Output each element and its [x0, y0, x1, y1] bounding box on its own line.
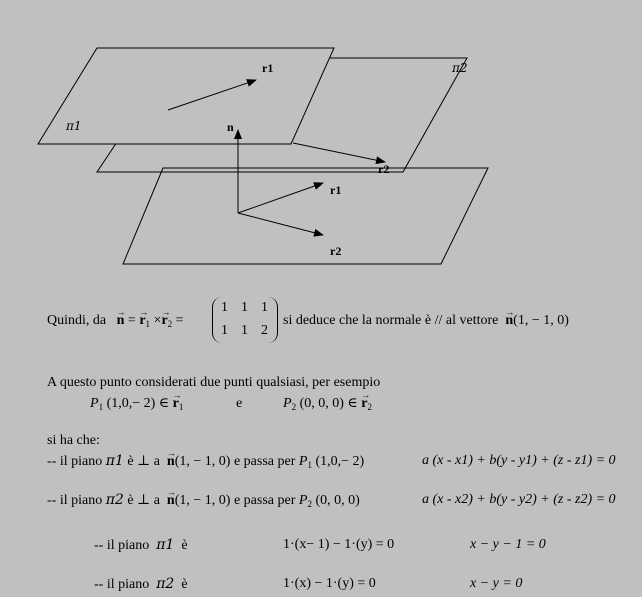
result2-rhs: x − y = 0 — [470, 576, 523, 591]
result1-lhs: 1·(x− 1) − 1·(y) = 0 — [283, 537, 395, 552]
result2-label: -- il piano π2 è — [94, 576, 188, 592]
result2-lhs: 1·(x) − 1·(y) = 0 — [283, 576, 376, 591]
n-vector: → n — [117, 313, 125, 329]
plane-eq-2: a (x - x2) + b(y - y2) + (z - z2) = 0 — [422, 492, 616, 507]
p2-line: $P_2$ (0, 0, 0) ∈ → $r_2$ — [283, 396, 372, 415]
r1-arrow-bottom — [238, 183, 323, 213]
points-line: $P_1$ (1,0,− 2) ∈ → $r_1$ — [90, 396, 183, 415]
r2-arrow-top — [293, 143, 385, 162]
piano1-line: -- il piano π1 è ⊥ a → n(1, − 1, 0) e passa per $P_1$ (1,0,− 2) — [47, 453, 364, 473]
a-questo-line: A questo punto considerati due punti qualsiasi, per esempio — [47, 375, 381, 390]
label-r2-top: r2 — [378, 162, 390, 176]
plane-eq-1: a (x - x1) + b(y - y1) + (z - z1) = 0 — [422, 453, 616, 468]
plane-bottom — [123, 168, 488, 264]
label-pi1: π1 — [66, 119, 82, 133]
label-r1-top: r1 — [262, 61, 274, 75]
piano2-line: -- il piano π2 è ⊥ a → n(1, − 1, 0) e passa per $P_2$ (0, 0, 0) — [47, 492, 360, 512]
si-ha-che: si ha che: — [47, 433, 100, 448]
result1-rhs: x − y − 1 = 0 — [470, 537, 546, 552]
deduce-line: si deduce che la normale è // al vettore → n(1, − 1, 0) — [283, 313, 569, 329]
label-r1-bottom: r1 — [330, 183, 342, 197]
label-pi2: π2 — [452, 61, 468, 75]
result1-label: -- il piano π1 è — [94, 537, 188, 553]
e-word: e — [236, 396, 243, 411]
plane-pi1 — [38, 48, 334, 144]
quindi-line: Quindi, da → n = → $r_1 \times\to r_2$ = — [47, 313, 184, 332]
label-n: n — [227, 120, 234, 134]
label-r2-bottom: r2 — [330, 244, 342, 258]
r2-arrow-bottom — [238, 213, 323, 235]
cross-product-matrix: 1 1 1 1 1 2 — [212, 297, 278, 343]
